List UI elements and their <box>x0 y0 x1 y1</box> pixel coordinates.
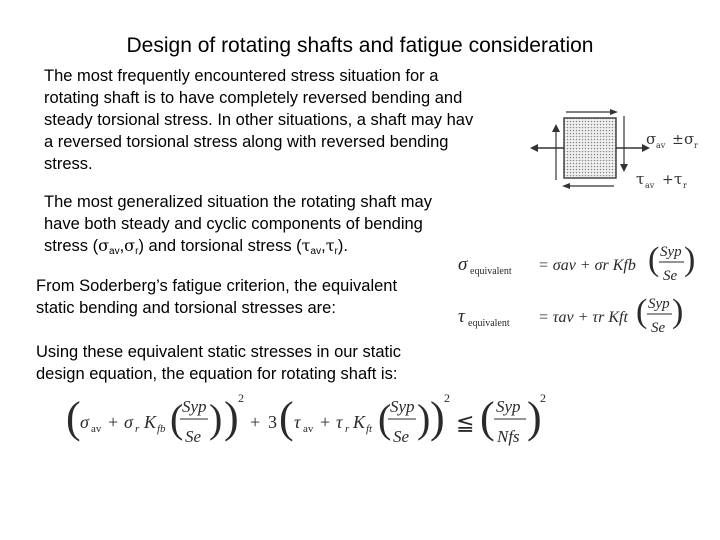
text-line: steady torsional stress. In other situations, a shaft may hav <box>44 111 474 129</box>
svg-text:r: r <box>683 181 687 190</box>
equivalent-stress-equations <box>456 236 696 340</box>
svg-text:): ) <box>527 393 542 442</box>
label-tau: τ <box>636 170 645 188</box>
svg-text:Syp: Syp <box>648 296 670 312</box>
slide-title: Design of rotating shafts and fatigue consideration <box>126 34 594 57</box>
stress-element-figure <box>518 108 718 200</box>
paragraph-static-design <box>36 341 401 385</box>
svg-text:): ) <box>224 393 239 442</box>
text-line: a reversed torsional stress along with reversed bending <box>44 133 449 151</box>
svg-text:Se: Se <box>663 268 678 284</box>
svg-text:τ: τ <box>674 170 683 188</box>
svg-text:av: av <box>303 423 314 435</box>
paragraph-soderberg <box>36 275 397 319</box>
svg-text:equivalent: equivalent <box>468 318 510 329</box>
svg-text:2: 2 <box>444 391 450 405</box>
svg-text:): ) <box>430 393 445 442</box>
svg-text:Syp: Syp <box>660 244 682 260</box>
svg-text:(: ( <box>378 396 392 441</box>
text-line: From Soderberg’s fatigue criterion, the equivalent <box>36 277 398 295</box>
svg-text:Syp: Syp <box>182 397 207 416</box>
eq1-rhs: = σav + σr Kfb <box>538 257 636 274</box>
leq-symbol: ≦ <box>456 410 475 435</box>
svg-text:av: av <box>645 181 655 190</box>
svg-text:σ: σ <box>684 130 695 148</box>
svg-text:σ: σ <box>124 412 133 432</box>
svg-text:+: + <box>108 412 119 432</box>
svg-text:): ) <box>672 293 684 330</box>
svg-text:Se: Se <box>185 427 202 446</box>
svg-text:): ) <box>209 396 223 441</box>
svg-text:av: av <box>91 423 102 435</box>
text-line: design equation, the equation for rotating shaft is: <box>36 365 398 383</box>
tau-equivalent: τ <box>458 306 465 327</box>
svg-text:Se: Se <box>651 320 666 336</box>
svg-text:): ) <box>417 396 431 441</box>
svg-text:Syp: Syp <box>390 397 415 416</box>
svg-text:τ: τ <box>336 412 343 432</box>
svg-text:r: r <box>345 423 350 435</box>
svg-text:Nfs: Nfs <box>497 427 520 446</box>
sigma-equivalent: σ <box>458 254 468 275</box>
svg-text:K: K <box>144 412 157 432</box>
svg-text:ft: ft <box>366 423 373 435</box>
paragraph-generalized-situation <box>44 191 432 257</box>
label-sigma: σ <box>646 130 657 148</box>
tau-symbol: τ <box>301 236 311 255</box>
svg-text:av: av <box>656 141 666 150</box>
svg-text:±: ± <box>672 132 684 148</box>
svg-text:): ) <box>684 241 696 278</box>
svg-text:τ: τ <box>294 412 301 432</box>
svg-text:+: + <box>662 172 674 188</box>
svg-text:(: ( <box>170 396 184 441</box>
eq2-rhs: = τav + τr Kft <box>538 309 628 326</box>
text-line: rotating shaft is to have completely reversed bending and <box>44 89 463 107</box>
stress-element-square <box>564 118 616 178</box>
text-line: The most generalized situation the rotating shaft may <box>44 193 432 211</box>
svg-text:fb: fb <box>157 423 166 435</box>
svg-text:3: 3 <box>268 412 277 432</box>
text-line: Using these equivalent static stresses in our static <box>36 343 402 361</box>
svg-text:(: ( <box>480 393 495 442</box>
svg-text:(: ( <box>636 293 648 330</box>
text-line: static bending and torsional stresses are: <box>36 299 336 317</box>
svg-text:(: ( <box>279 393 294 442</box>
svg-text:+: + <box>250 412 261 432</box>
svg-text:r: r <box>135 423 140 435</box>
shaft-design-equation <box>66 386 626 456</box>
text-line-stress-symbols: stress $(\sigma_{av},\sigma_r)$ and torsional stress $(\tau_{av},\tau_r)$. <box>44 236 348 257</box>
svg-text:(: ( <box>648 241 660 278</box>
svg-text:2: 2 <box>540 391 546 405</box>
tau-symbol: τ <box>325 236 335 255</box>
sigma-symbol: σ <box>124 236 136 255</box>
svg-text:r: r <box>694 141 698 150</box>
text-line: The most frequently encountered stress situation for a <box>44 67 439 85</box>
svg-text:Se: Se <box>393 427 410 446</box>
svg-text:K: K <box>353 412 366 432</box>
svg-text:Syp: Syp <box>496 397 521 416</box>
text-line: have both steady and cyclic components of bending <box>44 215 423 233</box>
svg-text:2: 2 <box>238 391 244 405</box>
svg-text:+: + <box>320 412 331 432</box>
svg-text:(: ( <box>66 393 81 442</box>
svg-text:σ: σ <box>80 412 89 432</box>
sigma-symbol: σ <box>98 236 110 255</box>
paragraph-stress-situation <box>44 65 514 175</box>
svg-text:equivalent: equivalent <box>470 266 512 277</box>
text-line: stress. <box>44 155 93 173</box>
